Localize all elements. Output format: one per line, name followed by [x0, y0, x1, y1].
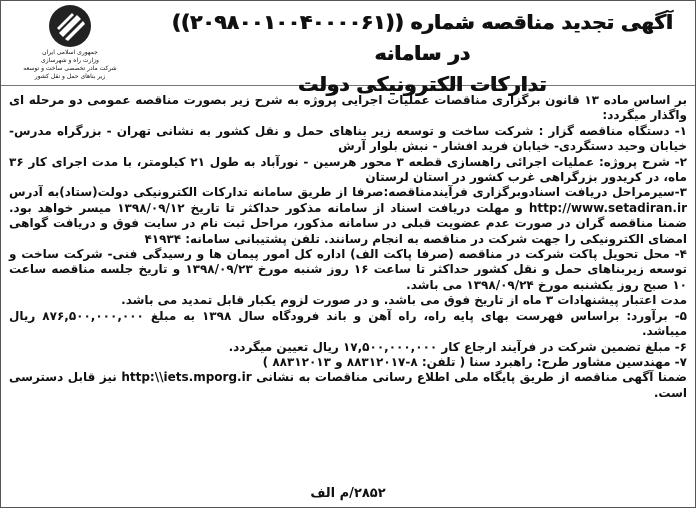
logo-text-company-2: زیر بناهای حمل و نقل کشور — [34, 73, 106, 80]
item-4-submission: ۴- محل تحویل پاکت شرکت در مناقصه (صرفا پاکت الف) اداره کل امور پیمان ها و رسیدگی فنی- شرکت ساخت و توسعه زیربناهای حمل و نقل کشور حداکثر تا ساعت ۱۶ روز شنبه مورخ ۱۳۹۸/۰۹/۲۳ و تاریخ جلسه مناقصه ساعت ۱۰ صبح روز یکشنبه مورخ ۱۳۹۸/۰۹/۲۴ می باشد. — [9, 247, 687, 292]
intro-paragraph: بر اساس ماده ۱۳ قانون برگزاری مناقصات عملیات اجرایی پروژه به شرح زیر بصورت مناقصه عمومی دو مرحله ای واگذار میگردد: — [9, 93, 687, 123]
item-3-text-a: ۳-سیرمراحل دریافت اسنادوبرگزاری فرآیندمناقصه:صرفا از طریق سامانه تدارکات الکترونیکی دولت(ستاد)به آدرس — [9, 185, 687, 200]
item-6-guarantee: ۶- مبلغ تضمین شرکت در فرآیند ارجاع کار ۱۷,۵۰۰,۰۰۰,۰۰۰ ریال تعیین میگردد. — [228, 339, 687, 354]
ministry-logo-icon — [11, 3, 129, 49]
title-line-2: تدارکات الکترونیکی دولت — [297, 72, 547, 96]
notice-header — [1, 1, 695, 96]
logo-text-country: جمهوری اسلامی ایران — [42, 49, 98, 56]
iets-link[interactable]: http:\\iets.mporg.ir — [121, 370, 252, 385]
item-2-project: ۲- شرح پروژه: عملیات اجرائی راهسازی قطعه ۳ محور هرسین - نورآباد به طول ۲۱ کیلومتر، با مدت اجرای کار ۳۶ ماه، در کریدور بزرگراهی غرب کشور در استان لرستان — [9, 154, 687, 185]
item-7-consultant: ۷- مهندسین مشاور طرح: راهبرد سنا ( تلفن: ۸-۸۸۳۱۲۰۱۷ و ۸۸۳۱۲۰۱۳ ) — [262, 354, 687, 369]
validity-paragraph: مدت اعتبار پیشنهادات ۳ ماه از تاریخ فوق می باشد. و در صورت لزوم یکبار قابل تمدید می باشد. — [121, 293, 687, 308]
item-3-text-b: و مهلت دریافت اسناد از سامانه مذکور حداکثر تا تاریخ ۱۳۹۸/۰۹/۱۲ میسر خواهد بود. ضمنا مناقصه گران در صورت عدم عضویت قبلی در سامانه مذکور، مراحل ثبت نام در سایت فوق و دریافت گواهی امضای الکترونیکی را جهت شرکت در مناقصه به انجام رسانند. تلفن پشتیبانی سامانه: ۴۱۹۳۴ — [9, 200, 687, 246]
item-5-estimate: ۵- برآورد: براساس فهرست بهای پایه راه، راه آهن و باند فرودگاه سال ۱۳۹۸ به مبلغ ۸۷۶,۵۰۰,۰۰۰,۰۰۰ ریال میباشد. — [9, 308, 687, 339]
setad-link[interactable]: http://www.setadiran.ir — [528, 200, 687, 215]
closing-paragraph — [9, 370, 687, 401]
notice-body — [9, 93, 687, 401]
title-line-1: آگهی تجدید مناقصه شماره ((۲۰۹۸۰۰۱۰۰۴۰۰۰۰۶۱)) در سامانه — [171, 10, 673, 65]
closing-text-b: نیز قابل دسترسی است. — [9, 370, 687, 400]
logo-text-ministry: وزارت راه و شهرسازی — [41, 57, 99, 64]
notice-code: ۲۸۵۲/م الف — [310, 486, 386, 501]
logo-text-company: شرکت مادر تخصصی ساخت و توسعه — [23, 65, 117, 72]
item-1-organizer: ۱- دستگاه مناقصه گزار : شرکت ساخت و توسعه زیر بناهای حمل و نقل کشور به نشانی تهران - بزرگراه مدرس- خیابان وحید دستگردی- خیابان فرید افشار - نبش بلوار آرش — [9, 123, 687, 154]
notice-title — [167, 7, 677, 100]
item-3-documents — [9, 185, 687, 247]
closing-text-a: ضمنا آگهی مناقصه از طریق پایگاه ملی اطلاع رسانی مناقصات به نشانی — [256, 370, 687, 385]
issuer-logo — [11, 3, 129, 83]
